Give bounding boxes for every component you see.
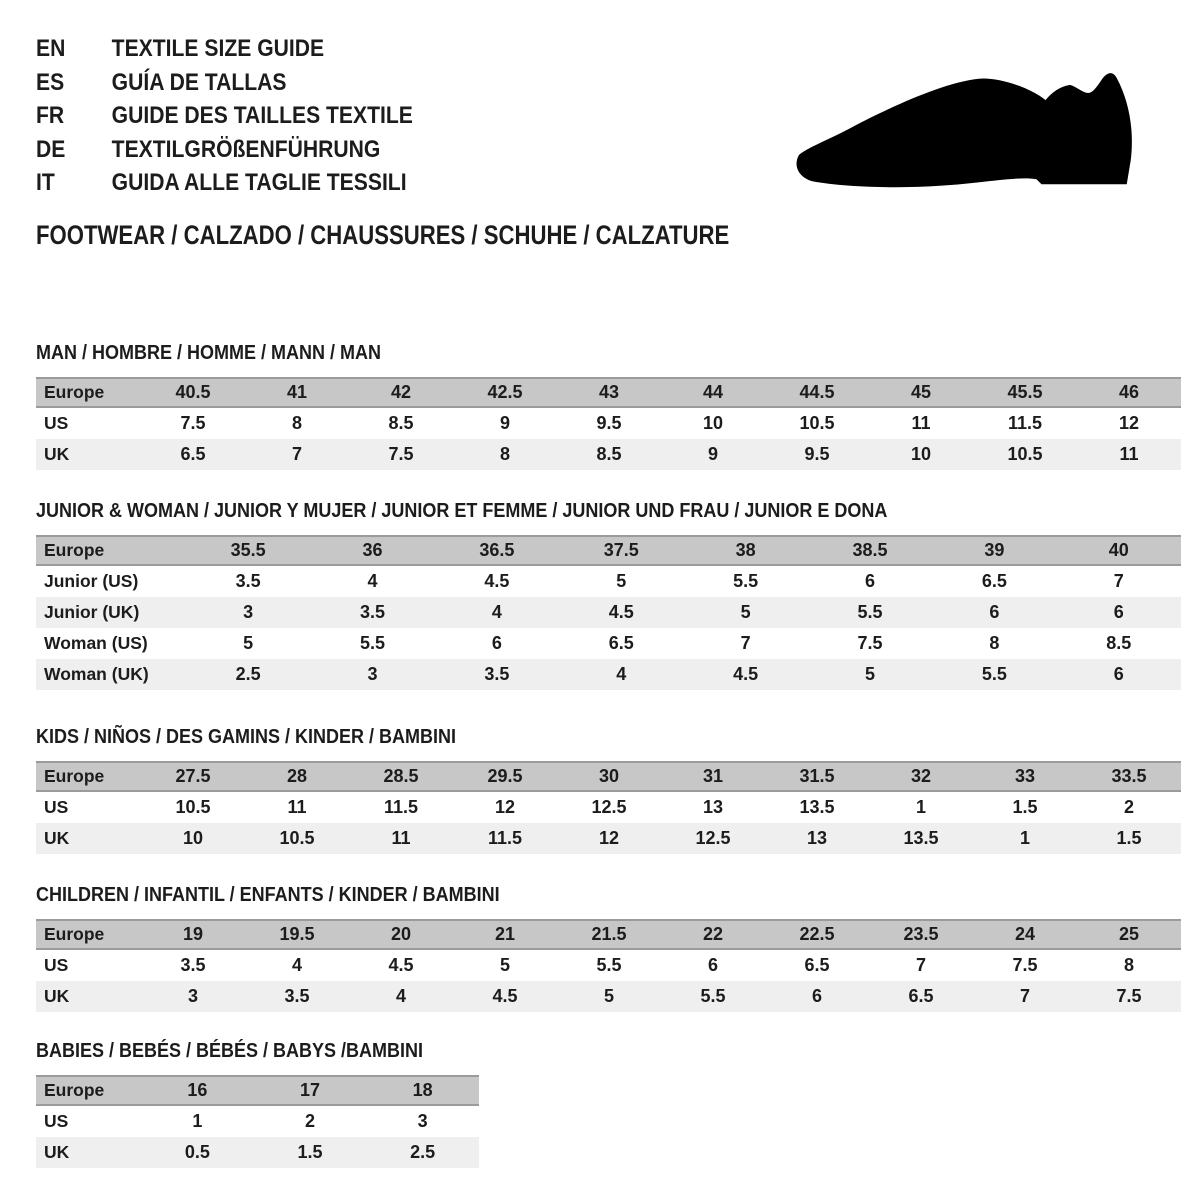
size-cell: 4 [616,663,627,684]
size-cell: 7.5 [1116,985,1142,1006]
row-label: UK [44,827,70,848]
size-cell: 42.5 [487,381,523,402]
size-cell: 3.5 [484,663,510,684]
table-title: CHILDREN / INFANTIL / ENFANTS / KINDER / BAMBINI [36,883,500,906]
size-cell: 7 [740,632,751,653]
language-code: ES [36,68,65,96]
table-row [36,439,1181,470]
size-cell: 22.5 [799,923,835,944]
size-cell: 12 [1118,412,1140,433]
size-cell: 4.5 [388,954,414,975]
guide-header [36,32,1180,250]
language-label: TEXTILE SIZE GUIDE [111,35,325,62]
size-cell: 5 [740,601,751,622]
size-cell: 13 [806,827,828,848]
size-cell: 10 [702,412,724,433]
size-cell: 10.5 [175,796,211,817]
language-label: TEXTILGRÖßENFÜHRUNG [111,135,381,163]
size-cell: 4.5 [492,985,518,1006]
language-label: GUIDA ALLE TAGLIE TESSILI [111,169,407,196]
row-label: Woman (UK) [44,663,149,684]
table-row [36,408,1181,439]
size-cell: 3.5 [360,601,386,622]
size-cell: 12.5 [695,827,731,848]
size-cell: 9.5 [596,412,622,433]
size-cell: 4 [291,954,302,975]
size-cell: 1.5 [1012,796,1038,817]
size-cell: 10.5 [799,412,835,433]
size-cell: 6 [1113,663,1124,684]
size-cell: 10.5 [279,827,315,848]
size-cell: 38 [735,539,756,560]
size-cell: 5.5 [700,985,726,1006]
size-cell: 7.5 [857,632,883,653]
size-cell: 29.5 [487,765,523,786]
size-cell: 6.5 [908,985,934,1006]
size-cell: 2 [1123,796,1134,817]
size-cell: 40.5 [175,381,211,402]
size-cell: 5 [603,985,614,1006]
size-cell: 5.5 [857,601,883,622]
size-cell: 10.5 [1007,443,1043,464]
size-table-section-man [36,342,1180,470]
size-cell: 19.5 [279,923,315,944]
size-cell: 2 [305,1110,316,1131]
size-cell: 7.5 [1012,954,1038,975]
size-cell: 3 [187,985,198,1006]
row-label: Junior (US) [44,570,139,591]
size-cell: 46 [1118,381,1140,402]
language-label: GUÍA DE TALLAS [111,68,287,96]
row-label: Europe [44,381,105,402]
size-cell: 45 [910,381,932,402]
row-label: US [44,412,69,433]
size-cell: 11 [911,412,931,433]
size-cell: 5 [243,632,254,653]
size-cell: 8 [1123,954,1134,975]
size-cell: 39 [984,539,1005,560]
size-cell: 11 [391,827,411,848]
table-row [36,1137,479,1168]
row-label: UK [44,1141,70,1162]
table-row [36,950,1181,981]
size-cell: 6.5 [804,954,830,975]
table-row [36,823,1181,854]
size-cell: 37.5 [603,539,639,560]
size-cell: 31 [702,765,724,786]
language-code: EN [36,35,66,62]
row-label: Woman (US) [44,632,148,653]
size-cell: 6.5 [180,443,206,464]
row-label: US [44,954,69,975]
size-cell: 38.5 [852,539,888,560]
size-cell: 35.5 [230,539,266,560]
size-cell: 6 [811,985,822,1006]
size-cell: 44 [702,381,724,402]
size-cell: 7 [291,443,302,464]
language-code: DE [36,135,66,163]
size-cell: 22 [702,923,724,944]
size-cell: 19 [182,923,204,944]
size-table-section-kids [36,726,1180,854]
language-label: GUIDE DES TAILLES TEXTILE [111,102,413,129]
size-cell: 33.5 [1111,765,1147,786]
size-cell: 12 [598,827,620,848]
size-tables [36,342,1180,1168]
size-cell: 3 [243,601,254,622]
size-cell: 7 [1113,570,1124,591]
row-label: Europe [44,765,105,786]
size-cell: 1.5 [297,1141,323,1162]
table-title: KIDS / NIÑOS / DES GAMINS / KINDER / BAMBINI [36,725,457,748]
size-cell: 13.5 [903,827,939,848]
size-cell: 5.5 [596,954,622,975]
size-cell: 8.5 [596,443,622,464]
size-cell: 31.5 [799,765,835,786]
size-table-junior-woman [36,535,1181,690]
size-table-section-babies [36,1040,1180,1168]
table-row [36,981,1181,1012]
table-header-row [36,761,1181,792]
size-cell: 21.5 [591,923,627,944]
shoe-silhouette-icon [795,60,1145,200]
table-row [36,628,1181,659]
size-cell: 5.5 [360,632,386,653]
size-cell: 4 [491,601,502,622]
size-cell: 3 [367,663,378,684]
size-cell: 21 [494,923,516,944]
size-cell: 27.5 [175,765,211,786]
row-label: US [44,1110,69,1131]
size-cell: 5.5 [733,570,759,591]
size-cell: 16 [187,1079,208,1100]
row-label: US [44,796,69,817]
size-cell: 4.5 [733,663,759,684]
table-title: JUNIOR & WOMAN / JUNIOR Y MUJER / JUNIOR ET FEMME / JUNIOR UND FRAU / JUNIOR E DONA [36,499,888,522]
size-cell: 8.5 [1106,632,1132,653]
size-table-man [36,377,1181,470]
language-code: FR [36,102,65,129]
table-row [36,659,1181,690]
size-cell: 8 [291,412,302,433]
size-cell: 18 [412,1079,433,1100]
size-cell: 2.5 [410,1141,436,1162]
size-cell: 11.5 [1007,412,1043,433]
size-cell: 7.5 [388,443,414,464]
size-cell: 40 [1108,539,1129,560]
size-cell: 17 [299,1079,321,1100]
size-cell: 10 [182,827,204,848]
size-cell: 8 [499,443,510,464]
size-cell: 5 [616,570,627,591]
size-cell: 13 [702,796,724,817]
size-cell: 4 [367,570,378,591]
size-cell: 4.5 [608,601,634,622]
size-cell: 4.5 [484,570,510,591]
size-cell: 25 [1118,923,1140,944]
size-cell: 9 [499,412,510,433]
size-table-section-junior-woman [36,500,1180,690]
size-cell: 30 [598,765,620,786]
row-label: Europe [44,539,105,560]
size-cell: 1 [192,1110,203,1131]
size-cell: 28 [286,765,308,786]
row-label: Europe [44,923,105,944]
size-cell: 5 [865,663,876,684]
size-cell: 32 [910,765,932,786]
size-cell: 43 [598,381,620,402]
size-table-babies [36,1075,479,1168]
size-table-children [36,919,1181,1012]
size-cell: 11.5 [487,827,523,848]
size-table-section-children [36,884,1180,1012]
size-cell: 6 [1113,601,1124,622]
size-cell: 28.5 [383,765,419,786]
row-label: UK [44,985,70,1006]
size-cell: 1.5 [1116,827,1142,848]
size-cell: 20 [390,923,412,944]
row-label: Europe [44,1079,105,1100]
size-cell: 42 [390,381,412,402]
row-label: Junior (UK) [44,601,140,622]
size-cell: 5 [499,954,510,975]
size-cell: 9.5 [804,443,830,464]
size-cell: 1 [1019,827,1030,848]
size-cell: 1 [915,796,926,817]
size-cell: 36.5 [479,539,515,560]
size-cell: 8 [989,632,1000,653]
size-cell: 3.5 [235,570,261,591]
size-cell: 7 [1019,985,1030,1006]
table-header-row [36,535,1181,566]
size-cell: 6 [989,601,1000,622]
size-cell: 11 [287,796,307,817]
size-cell: 3.5 [180,954,206,975]
table-row [36,792,1181,823]
size-cell: 2.5 [235,663,261,684]
table-row [36,566,1181,597]
size-cell: 11.5 [383,796,419,817]
size-cell: 11 [1119,443,1139,464]
table-title: MAN / HOMBRE / HOMME / MANN / MAN [36,341,381,364]
size-cell: 6.5 [981,570,1007,591]
size-cell: 7.5 [180,412,206,433]
size-cell: 6 [707,954,718,975]
table-row [36,597,1181,628]
table-header-row [36,1075,479,1106]
size-cell: 23.5 [903,923,939,944]
size-cell: 3 [417,1110,428,1131]
category-heading: FOOTWEAR / CALZADO / CHAUSSURES / SCHUHE / CALZATURE [36,219,730,250]
table-header-row [36,919,1181,950]
table-header-row [36,377,1181,408]
table-row [36,1106,479,1137]
size-cell: 13.5 [799,796,835,817]
size-cell: 5.5 [981,663,1007,684]
size-cell: 7 [915,954,926,975]
size-cell: 3.5 [284,985,310,1006]
size-cell: 6 [865,570,876,591]
size-cell: 0.5 [184,1141,210,1162]
size-cell: 4 [395,985,406,1006]
size-table-kids [36,761,1181,854]
size-cell: 45.5 [1007,381,1043,402]
size-cell: 6 [491,632,502,653]
size-cell: 36 [362,539,383,560]
size-cell: 44.5 [799,381,835,402]
table-title: BABIES / BEBÉS / BÉBÉS / BABYS /BAMBINI [36,1039,424,1062]
size-cell: 10 [910,443,932,464]
size-cell: 6.5 [608,632,634,653]
size-cell: 33 [1014,765,1036,786]
size-cell: 12.5 [591,796,627,817]
size-cell: 24 [1014,923,1036,944]
size-cell: 8.5 [388,412,414,433]
language-code: IT [36,169,55,196]
size-cell: 41 [286,381,308,402]
row-label: UK [44,443,70,464]
size-cell: 12 [494,796,516,817]
size-cell: 9 [707,443,718,464]
